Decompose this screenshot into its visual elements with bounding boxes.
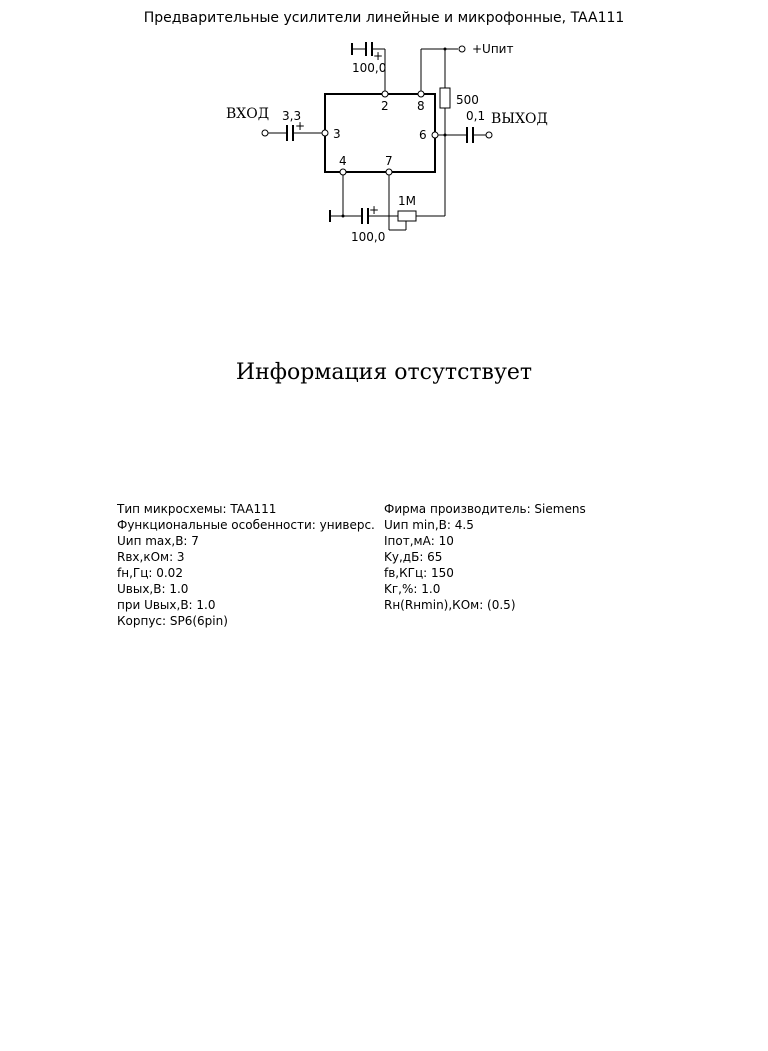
pin-4-label: 4 xyxy=(339,154,347,168)
r-bottom-value: 1M xyxy=(398,194,416,208)
spec-f-high: fв,КГц: 150 xyxy=(384,566,454,580)
spec-vsupply-min: Uип min,В: 4.5 xyxy=(384,518,474,532)
c-out-value: 0,1 xyxy=(466,109,486,123)
input-terminal xyxy=(262,130,268,136)
c-bottom-plus: + xyxy=(369,203,380,217)
spec-vsupply-max: Uип max,В: 7 xyxy=(117,534,199,548)
supply-terminal xyxy=(459,46,465,52)
input-label: ВХОД xyxy=(226,106,270,122)
supply-label: +Uпит xyxy=(472,42,514,56)
pin-8-label: 8 xyxy=(417,99,425,113)
pin-6-label: 6 xyxy=(419,128,427,142)
spec-thd: Kг,%: 1.0 xyxy=(384,582,441,596)
r-top-value: 500 xyxy=(456,93,479,107)
pin-3-label: 3 xyxy=(333,127,341,141)
spec-chip-type: Тип микросхемы: TAA111 xyxy=(117,502,277,516)
spec-manufacturer: Фирма производитель: Siemens xyxy=(384,502,586,516)
no-info-heading: Информация отсутствует xyxy=(235,360,533,385)
pin-2-label: 2 xyxy=(381,99,389,113)
c-top-plus: + xyxy=(373,49,384,63)
circuit-schematic xyxy=(0,0,768,260)
output-terminal xyxy=(486,132,492,138)
spec-input-resistance: Rвх,кОм: 3 xyxy=(117,550,185,564)
c-top-value: 100,0 xyxy=(352,61,387,75)
spec-features: Функциональные особенности: универс. xyxy=(117,518,375,532)
specs-left-column xyxy=(117,501,385,629)
spec-package: Корпус: SP6(6pin) xyxy=(117,614,228,628)
spec-load-resistance: Rн(Rнmin),КОм: (0.5) xyxy=(384,598,516,612)
spec-gain: Kу,дБ: 65 xyxy=(384,550,443,564)
document-title: Предварительные усилители линейные и микрофонные, TAA111 xyxy=(143,10,625,26)
c-in-plus: + xyxy=(295,119,306,133)
spec-supply-current: Iпот,мА: 10 xyxy=(384,534,454,548)
specs-right-column xyxy=(384,501,586,613)
spec-vout: Uвых,В: 1.0 xyxy=(117,582,189,596)
c-bottom-value: 100,0 xyxy=(351,230,386,244)
spec-at-vout: при Uвых,В: 1.0 xyxy=(117,598,216,612)
c-in-value: 3,3 xyxy=(282,109,302,123)
pin-7-label: 7 xyxy=(385,154,393,168)
spec-f-low: fн,Гц: 0.02 xyxy=(117,566,183,580)
output-label: ВЫХОД xyxy=(491,111,548,127)
